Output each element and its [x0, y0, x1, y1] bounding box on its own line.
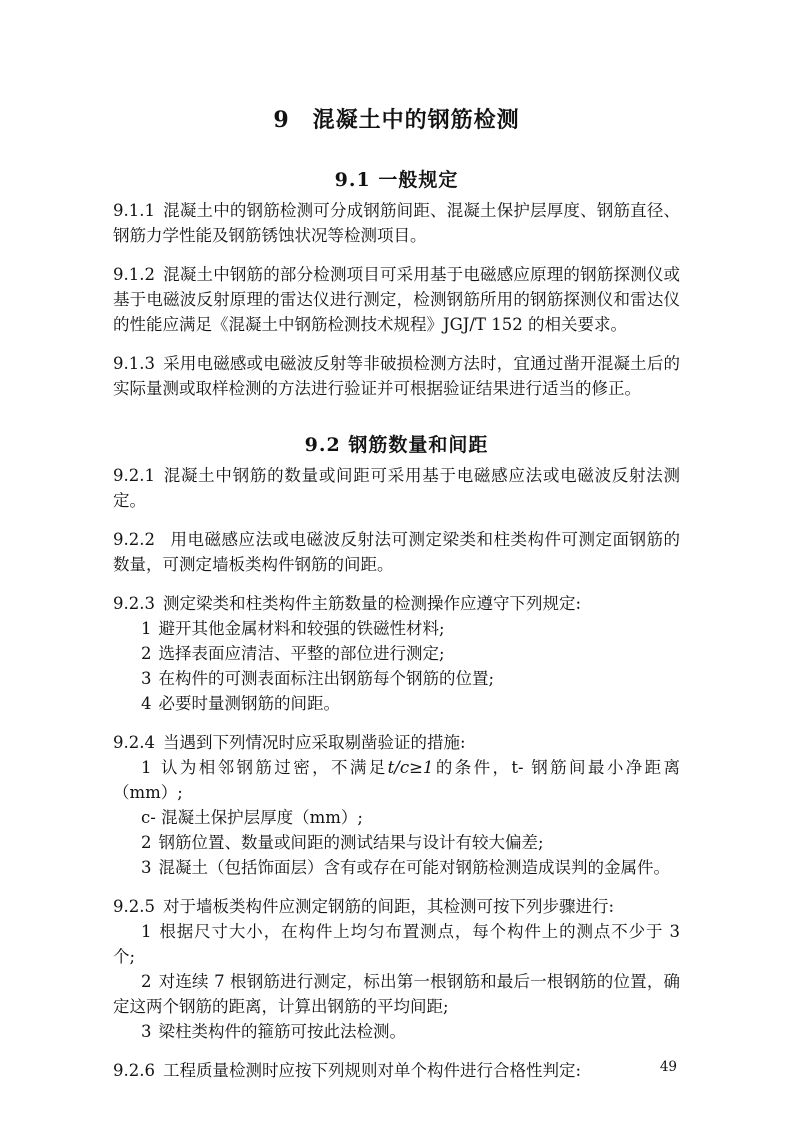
clause-number: 9.2.1 [113, 466, 155, 485]
clause-number: 9.1.2 [113, 265, 155, 284]
item-number: 2 [141, 644, 152, 663]
clause-text: 混凝土中的钢筋检测可分成钢筋间距、混凝土保护层厚度、钢筋直径、钢筋力学性能及钢筋锈蚀状况等检测项目。 [113, 201, 680, 245]
clause-number: 9.1.1 [113, 201, 155, 220]
item-text: 的条件，t- 钢筋间最小净距离（mm）; [113, 758, 681, 802]
clause-9-2-1 [113, 463, 680, 513]
clause-text: 测定梁类和柱类构件主筋数量的检测操作应遵守下列规定: [162, 594, 582, 613]
clause-text: 采用电磁感或电磁波反射等非破损检测方法时，宜通过凿开混凝土后的实际量测或取样检测的方法进行验证并可根据验证结果进行适当的修正。 [113, 354, 680, 398]
list-item [113, 969, 680, 1019]
list-item [113, 755, 680, 830]
clause-9-1-3 [113, 351, 680, 401]
clause-9-2-3-list [113, 616, 680, 716]
item-text: 选择表面应清洁、平整的部位进行测定; [158, 644, 445, 663]
item-number: 2 [141, 972, 152, 991]
item-number: 3 [141, 1022, 152, 1041]
item-number: 1 [141, 758, 152, 777]
clause-9-2-6 [113, 1058, 680, 1083]
item-text: 在构件的可测表面标注出钢筋每个钢筋的位置; [158, 669, 495, 688]
item-text: 对连续 7 根钢筋进行测定，标出第一根钢筋和最后一根钢筋的位置，确定这两个钢筋的距离，计算出钢筋的平均间距; [113, 972, 680, 1016]
list-item [113, 855, 680, 880]
clause-number: 9.2.2 [113, 530, 155, 549]
clause-text: 混凝土中钢筋的数量或间距可采用基于电磁感应法或电磁波反射法测定。 [113, 466, 680, 510]
list-item [113, 666, 680, 691]
clause-text: 对于墙板类构件应测定钢筋的间距，其检测可按下列步骤进行: [162, 897, 615, 916]
list-item [113, 691, 680, 716]
list-item [113, 919, 680, 969]
item-continuation: c- 混凝土保护层厚度（mm）; [141, 808, 363, 827]
item-number: 2 [141, 833, 152, 852]
clause-9-1-2 [113, 262, 680, 337]
clause-9-2-5 [113, 894, 680, 919]
item-text: 认为相邻钢筋过密，不满足 [158, 758, 388, 777]
item-text: 混凝土（包括饰面层）含有或存在可能对钢筋检测造成误判的金属件。 [158, 858, 671, 877]
clause-9-2-3 [113, 591, 680, 616]
page-number: 49 [659, 1059, 677, 1075]
clause-number: 9.2.3 [113, 594, 155, 613]
clause-number: 9.2.5 [113, 897, 155, 916]
clause-9-2-4-list [113, 755, 680, 880]
item-text: 根据尺寸大小，在构件上均匀布置测点，每个构件上的测点不少于 3 个; [113, 922, 680, 966]
clause-text: 当遇到下列情况时应采取剔凿验证的措施: [162, 733, 466, 752]
section-title-9-1: 9.1 一般规定 [334, 169, 459, 191]
section-title-9-2: 9.2 钢筋数量和间距 [304, 434, 489, 456]
item-number: 4 [141, 694, 152, 713]
item-number: 1 [141, 922, 152, 941]
item-text: 钢筋位置、数量或间距的测试结果与设计有较大偏差; [158, 833, 544, 852]
clause-text: 用电磁感应法或电磁波反射法可测定梁类和柱类构件可测定面钢筋的数量，可测定墙板类构件钢筋的间距。 [113, 530, 680, 574]
formula-variable: t/c≥1 [387, 758, 434, 777]
item-text: 梁柱类构件的箍筋可按此法检测。 [158, 1022, 407, 1041]
clause-9-2-2 [113, 527, 680, 577]
item-text: 避开其他金属材料和较强的铁磁性材料; [158, 619, 445, 638]
clause-number: 9.2.6 [113, 1061, 155, 1080]
list-item [113, 830, 680, 855]
list-item [113, 1019, 680, 1044]
clause-9-1-1 [113, 198, 680, 248]
list-item [113, 641, 680, 666]
item-number: 3 [141, 858, 152, 877]
clause-text: 工程质量检测时应按下列规则对单个构件进行合格性判定: [162, 1061, 582, 1080]
item-text: 必要时量测钢筋的间距。 [158, 694, 341, 713]
clause-number: 9.2.4 [113, 733, 155, 752]
clause-9-2-4 [113, 730, 680, 755]
clause-number: 9.1.3 [113, 354, 155, 373]
clause-text: 混凝土中钢筋的部分检测项目可采用基于电磁感应原理的钢筋探测仪或基于电磁波反射原理的雷达仪进行测定，检测钢筋所用的钢筋探测仪和雷达仪的性能应满足《混凝土中钢筋检测技术规程》JGJ/T 152 的相关要求。 [113, 265, 680, 334]
item-number: 1 [141, 619, 152, 638]
clause-9-2-5-list [113, 919, 680, 1044]
item-number: 3 [141, 669, 152, 688]
list-item [113, 616, 680, 641]
chapter-title: 9 混凝土中的钢筋检测 [273, 107, 520, 133]
